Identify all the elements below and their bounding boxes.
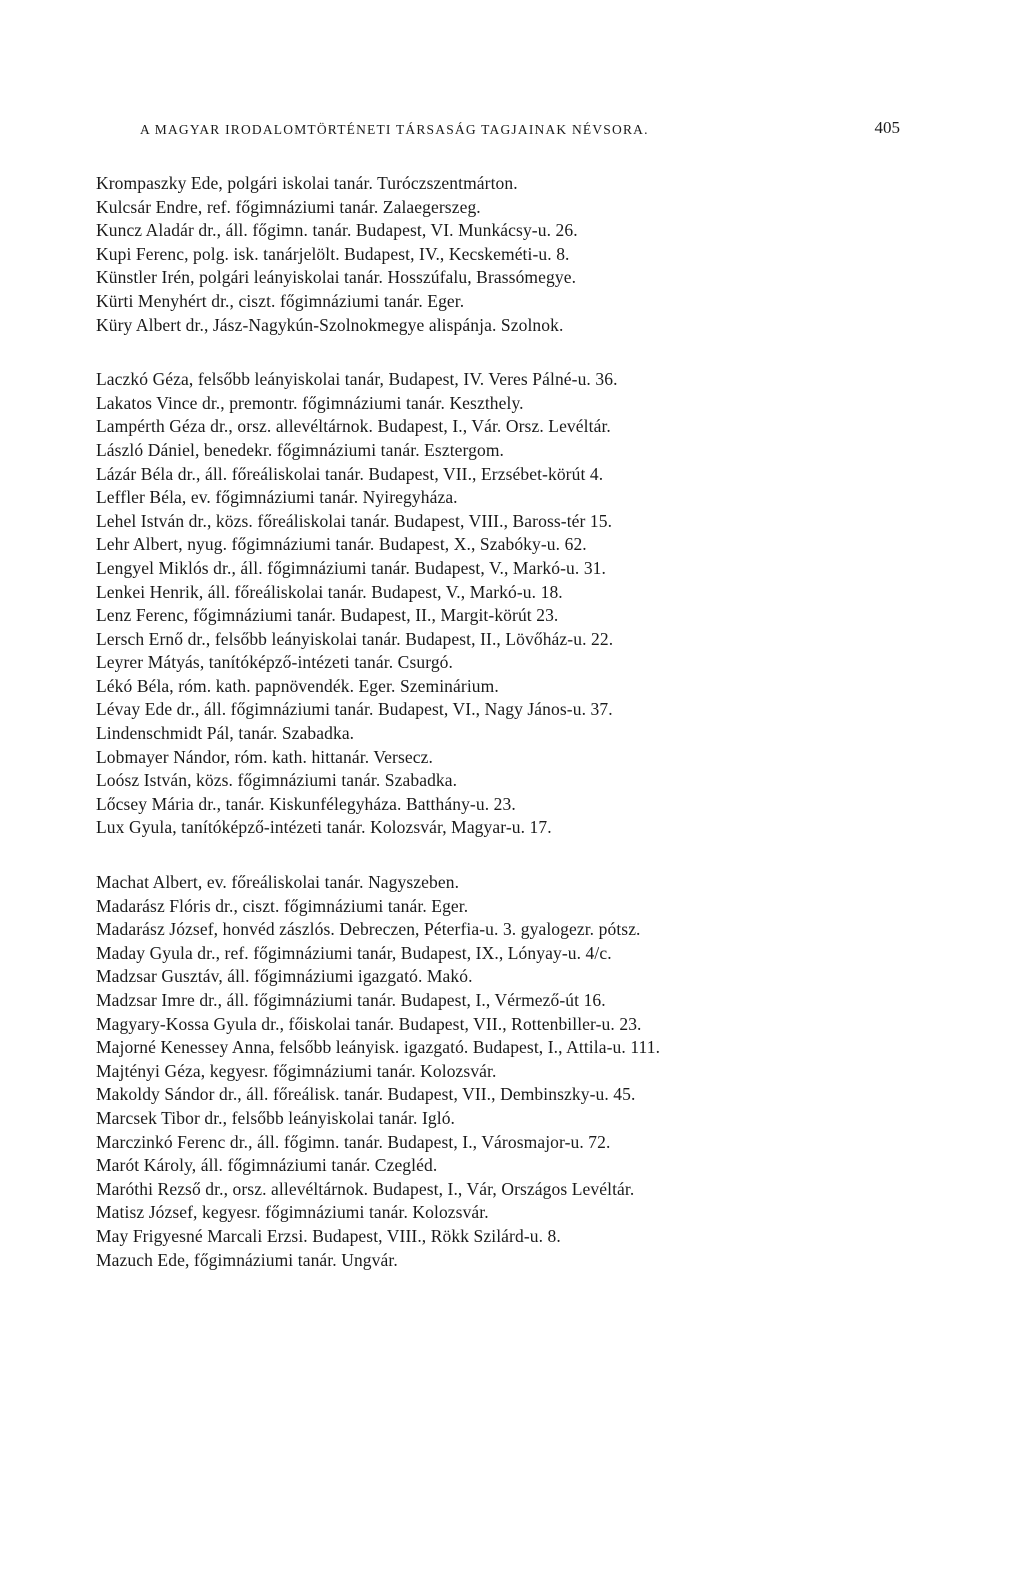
member-entry: Madarász Flóris dr., ciszt. főgimnáziumi tanár. Eger.: [96, 895, 469, 916]
member-entry: Makoldy Sándor dr., áll. főreálisk. tanár. Budapest, VII., Dembinszky-u. 45.: [96, 1084, 636, 1105]
member-entry: Lehr Albert, nyug. főgimnáziumi tanár. Budapest, X., Szabóky-u. 62.: [96, 534, 587, 555]
member-entry: Marót Károly, áll. főgimnáziumi tanár. Czegléd.: [96, 1155, 438, 1176]
member-entry: Maday Gyula dr., ref. főgimnáziumi tanár, Budapest, IX., Lónyay-u. 4/c.: [96, 942, 612, 963]
member-entry: Matisz József, kegyesr. főgimnáziumi tanár. Kolozsvár.: [96, 1202, 489, 1223]
member-entry: Lux Gyula, tanítóképző-intézeti tanár. Kolozsvár, Magyar-u. 17.: [96, 817, 552, 838]
member-entry: Majtényi Géza, kegyesr. főgimnáziumi tanár. Kolozsvár.: [96, 1060, 497, 1081]
member-entry: Lázár Béla dr., áll. főreáliskolai tanár. Budapest, VII., Erzsébet-körút 4.: [96, 463, 604, 484]
page-number: 405: [874, 118, 900, 137]
member-entry: Lenkei Henrik, áll. főreáliskolai tanár. Budapest, V., Markó-u. 18.: [96, 581, 563, 602]
member-entry: Leyrer Mátyás, tanítóképző-intézeti tanár. Csurgó.: [96, 652, 453, 673]
member-entry: May Frigyesné Marcali Erzsi. Budapest, VIII., Rökk Szilárd-u. 8.: [96, 1225, 561, 1246]
member-entry: Maróthi Rezső dr., orsz. allevéltárnok. Budapest, I., Vár, Országos Levéltár.: [96, 1178, 635, 1199]
member-entry: Lőcsey Mária dr., tanár. Kiskunfélegyháza. Batthány-u. 23.: [96, 793, 516, 814]
member-entry: Lenz Ferenc, főgimnáziumi tanár. Budapest, II., Margit-körút 23.: [96, 605, 559, 626]
member-entry: Kupi Ferenc, polg. isk. tanárjelölt. Budapest, IV., Kecskeméti-u. 8.: [96, 243, 570, 264]
member-entry: Lersch Ernő dr., felsőbb leányiskolai tanár. Budapest, II., Lövőház-u. 22.: [96, 628, 614, 649]
member-entry: Machat Albert, ev. főreáliskolai tanár. Nagyszeben.: [96, 872, 460, 893]
letter-group: [96, 871, 896, 1272]
member-entry: Loósz István, közs. főgimnáziumi tanár. Szabadka.: [96, 770, 458, 791]
member-entry: Madzsar Imre dr., áll. főgimnáziumi tanár. Budapest, I., Vérmező-út 16.: [96, 990, 606, 1010]
member-entry: Lévay Ede dr., áll. főgimnáziumi tanár. Budapest, VI., Nagy János-u. 37.: [96, 699, 613, 720]
member-entry: Madzsar Gusztáv, áll. főgimnáziumi igazgató. Makó.: [96, 966, 473, 987]
member-entry: Madarász József, honvéd zászlós. Debreczen, Péterfia-u. 3. gyalogezr. pótsz.: [96, 919, 641, 940]
member-list: [96, 172, 896, 1303]
member-entry: László Dániel, benedekr. főgimnáziumi tanár. Esztergom.: [96, 439, 505, 460]
member-entry: Leffler Béla, ev. főgimnáziumi tanár. Nyiregyháza.: [96, 487, 458, 508]
letter-group: [96, 172, 896, 337]
member-entry: Magyary-Kossa Gyula dr., főiskolai tanár. Budapest, VII., Rottenbiller-u. 23.: [96, 1013, 642, 1034]
member-entry: Lékó Béla, róm. kath. papnövendék. Eger. Szeminárium.: [96, 675, 499, 696]
member-entry: Lobmayer Nándor, róm. kath. hittanár. Versecz.: [96, 746, 433, 767]
header-title: A MAGYAR IRODALOMTÖRTÉNETI TÁRSASÁG TAGJAINAK NÉVSORA.: [140, 122, 649, 137]
member-entry: Lehel István dr., közs. főreáliskolai tanár. Budapest, VIII., Baross-tér 15.: [96, 510, 613, 531]
member-entry: Krompaszky Ede, polgári iskolai tanár. Turóczszentmárton.: [96, 173, 518, 193]
member-entry: Künstler Irén, polgári leányiskolai tanár. Hosszúfalu, Brassómegye.: [96, 267, 577, 288]
member-entry: Lampérth Géza dr., orsz. allevéltárnok. Budapest, I., Vár. Orsz. Levéltár.: [96, 416, 611, 437]
member-entry: Lindenschmidt Pál, tanár. Szabadka.: [96, 723, 355, 744]
member-entry: Lengyel Miklós dr., áll. főgimnáziumi tanár. Budapest, V., Markó-u. 31.: [96, 557, 606, 578]
member-entry: Kuncz Aladár dr., áll. főgimn. tanár. Budapest, VI. Munkácsy-u. 26.: [96, 220, 578, 241]
member-entry: Kulcsár Endre, ref. főgimnáziumi tanár. Zalaegerszeg.: [96, 196, 481, 217]
member-entry: Majorné Kenessey Anna, felsőbb leányisk. igazgató. Budapest, I., Attila-u. 111.: [96, 1037, 661, 1058]
member-entry: Laczkó Géza, felsőbb leányiskolai tanár, Budapest, IV. Veres Pálné-u. 36.: [96, 369, 618, 390]
running-header: [140, 118, 900, 142]
member-entry: Lakatos Vince dr., premontr. főgimnáziumi tanár. Keszthely.: [96, 392, 524, 413]
member-entry: Mazuch Ede, főgimnáziumi tanár. Ungvár.: [96, 1249, 398, 1270]
member-entry: Küry Albert dr., Jász-Nagykún-Szolnokmegye alispánja. Szolnok.: [96, 314, 564, 335]
letter-group: [96, 368, 896, 840]
member-entry: Marczinkó Ferenc dr., áll. főgimn. tanár. Budapest, I., Városmajor-u. 72.: [96, 1131, 611, 1152]
member-entry: Kürti Menyhért dr., ciszt. főgimnáziumi tanár. Eger.: [96, 290, 465, 311]
member-entry: Marcsek Tibor dr., felsőbb leányiskolai tanár. Igló.: [96, 1107, 456, 1128]
